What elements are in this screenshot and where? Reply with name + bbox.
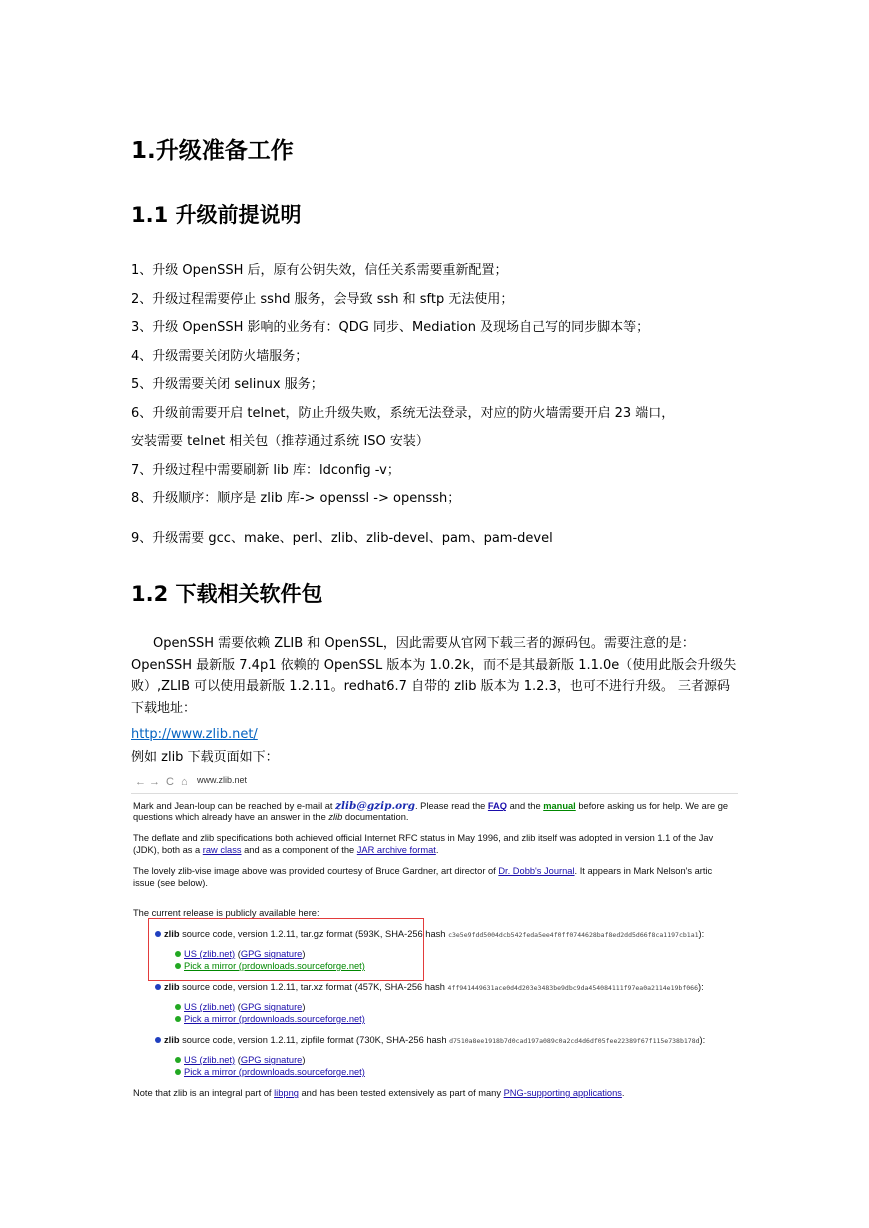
heading-upgrade-prep: 1.升级准备工作 [131, 138, 294, 164]
raw-class-link[interactable]: raw class [202, 845, 242, 855]
address-bar[interactable]: www.zlib.net [197, 775, 248, 785]
heading-download-packages: 1.2 下载相关软件包 [131, 582, 323, 606]
intro-paragraph-text: OpenSSH 需要依赖 ZLIB 和 OpenSSL，因此需要从官网下载三者的源码包。需要注意的是：OpenSSH 最新版 7.4p1 依赖的 OpenSSL 版本为 1.0.2k，而不是其最新版 1.1.0e（使用此版会升级失败）,ZLIB 可以使用最新版 1.2.11。redhat6.7 自带的 zlib 版本为 1.2.3，也可不进行升级。 三者源码下载地址： [131, 636, 737, 716]
image-credit-line [133, 866, 712, 876]
faq-link[interactable]: FAQ [487, 801, 508, 811]
text: zlib [164, 982, 180, 992]
browser-toolbar [131, 771, 738, 794]
gpg-signature-link[interactable]: GPG signature [240, 1002, 303, 1012]
text: zlib [164, 929, 180, 939]
text: ): [698, 929, 705, 939]
list-item: 6、升级前需要开启 telnet，防止升级失败，系统无法登录，对应的防火墙需要开启 23 端口， [131, 406, 675, 421]
text: documentation. [342, 812, 409, 822]
note-line [133, 1088, 625, 1098]
bullet-icon [175, 1004, 181, 1010]
mirror-line [175, 1014, 365, 1024]
list-item: 7、升级过程中需要刷新 lib 库：ldconfig -v； [131, 463, 400, 478]
email-logo: zlib@gzip.org [335, 800, 416, 812]
text: . It appears in Mark Nelson's artic [574, 866, 713, 876]
home-icon[interactable]: ⌂ [181, 776, 188, 788]
mirror-link[interactable]: Pick a mirror (prdownloads.sourceforge.net) [184, 961, 365, 971]
example-caption: 例如 zlib 下载页面如下： [131, 750, 279, 765]
gpg-signature-link[interactable]: GPG signature [240, 949, 303, 959]
manual-link[interactable]: manual [543, 801, 576, 811]
text: source code, version 1.2.11, tar.gz format (593K, SHA-256 hash [179, 929, 449, 939]
sha256-hash: 4ff941449631ace0d4d203e3483be9dbc9da454084111f97ea0a2114e19bf066 [447, 984, 698, 992]
text: . [435, 845, 439, 855]
rfc-line: The deflate and zlib specifications both achieved official Internet RFC status in May 1996, and zlib itself was adopted in version 1.1 of the Jav [133, 833, 714, 843]
release-item [155, 982, 704, 992]
text: zlib [328, 812, 343, 822]
text: Mark and Jean-loup can be reached by e-mail at [133, 801, 336, 811]
list-item: 8、升级顺序：顺序是 zlib 库-> openssl -> openssh； [131, 491, 461, 506]
bullet-icon [175, 1069, 181, 1075]
text: ): [699, 1035, 706, 1045]
text: . [621, 1088, 625, 1098]
text: (JDK), both as a [133, 845, 203, 855]
text: . Please read the [415, 801, 488, 811]
text: The lovely zlib-vise image above was provided courtesy of Bruce Gardner, art director of [133, 866, 499, 876]
list-item: 1、升级 OpenSSH 后，原有公钥失效，信任关系需要重新配置； [131, 263, 508, 278]
dobbs-journal-link[interactable]: Dr. Dobb's Journal [498, 866, 575, 876]
text: source code, version 1.2.11, tar.xz format (457K, SHA-256 hash [179, 982, 448, 992]
contact-line [133, 800, 728, 812]
list-item: 4、升级需要关闭防火墙服务； [131, 349, 309, 364]
sha256-hash: d7510a8ee1918b7d0cad197a089c0a2cd4d6df05fee22389f67f115e738b178d [449, 1037, 700, 1045]
text: ): [697, 982, 704, 992]
download-links: US (zlib.net) (GPG signature) [175, 1055, 305, 1065]
bullet-icon [175, 1016, 181, 1022]
forward-icon[interactable]: → [149, 776, 160, 788]
text: and has been tested extensively as part of many [298, 1088, 504, 1098]
download-links: US (zlib.net) (GPG signature) [175, 1002, 305, 1012]
gpg-signature-link[interactable]: GPG signature [240, 1055, 303, 1065]
list-item: 安装需要 telnet 相关包（推荐通过系统 ISO 安装） [131, 434, 429, 449]
mirror-link[interactable]: Pick a mirror (prdownloads.sourceforge.net) [184, 1067, 365, 1077]
mirror-link[interactable]: Pick a mirror (prdownloads.sourceforge.net) [184, 1014, 365, 1024]
text: Note that zlib is an integral part of [133, 1088, 275, 1098]
heading-upgrade-prerequisites: 1.1 升级前提说明 [131, 203, 302, 227]
questions-line [133, 812, 408, 822]
mirror-line [175, 1067, 365, 1077]
list-item: 3、升级 OpenSSH 影响的业务有：QDG 同步、Mediation 及现场自己写的同步脚本等； [131, 320, 650, 335]
release-item [155, 1035, 705, 1045]
us-download-link[interactable]: US (zlib.net) [184, 1055, 236, 1065]
us-download-link[interactable]: US (zlib.net) [184, 1002, 236, 1012]
sha256-hash: c3e5e9fdd5004dcb542feda5ee4f0ff0744628baf8ed2dd5d66f8ca1197cb1a1 [448, 931, 699, 939]
reload-icon[interactable]: C [166, 776, 174, 788]
bullet-icon [155, 984, 161, 990]
issue-line: issue (see below). [133, 878, 208, 888]
text: and as a component of the [241, 845, 357, 855]
intro-paragraph [131, 633, 739, 719]
current-release-line: The current release is publicly available here: [133, 908, 320, 918]
jdk-line [133, 845, 438, 855]
text: source code, version 1.2.11, zipfile format (730K, SHA-256 hash [179, 1035, 450, 1045]
zlib-link[interactable]: http://www.zlib.net/ [131, 727, 258, 742]
highlight-box [148, 918, 424, 981]
jar-format-link[interactable]: JAR archive format [356, 845, 436, 855]
libpng-link[interactable]: libpng [274, 1088, 299, 1098]
text: questions which already have an answer in the [133, 812, 329, 822]
png-applications-link[interactable]: PNG-supporting applications [503, 1088, 622, 1098]
us-download-link[interactable]: US (zlib.net) [184, 949, 236, 959]
text: before asking us for help. We are ge [575, 801, 729, 811]
zlib-page-screenshot [131, 771, 738, 1104]
list-item: 2、升级过程需要停止 sshd 服务，会导致 ssh 和 sftp 无法使用； [131, 292, 514, 307]
back-icon[interactable]: ← [135, 776, 146, 788]
list-item: 9、升级需要 gcc、make、perl、zlib、zlib-devel、pam、pam-devel [131, 531, 553, 546]
list-item: 5、升级需要关闭 selinux 服务； [131, 377, 324, 392]
bullet-icon [155, 1037, 161, 1043]
text: zlib [164, 1035, 180, 1045]
download-links: US (zlib.net) (GPG signature) [175, 949, 305, 959]
text: and the [507, 801, 544, 811]
bullet-icon [175, 1057, 181, 1063]
